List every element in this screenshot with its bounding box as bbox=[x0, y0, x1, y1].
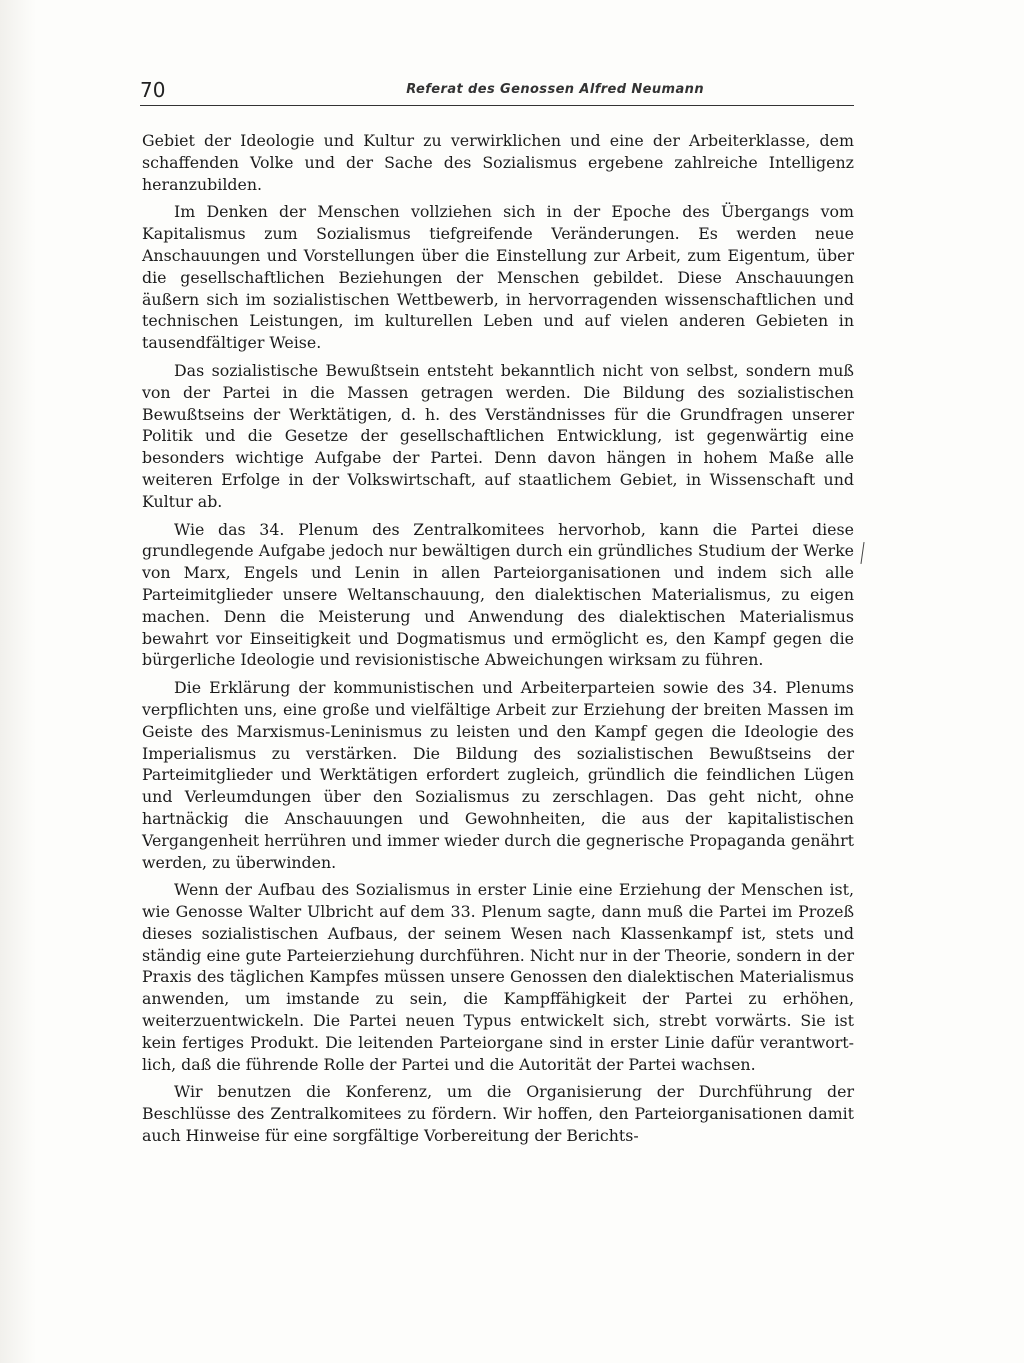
paragraph-1: Gebiet der Ideologie und Kultur zu verwirklichen und eine der Arbeiterklasse, dem schaffenden Volke und der Sache des Sozialismus ergebene zahlreiche Intelligenz heranzubilden. bbox=[142, 131, 854, 194]
paragraph-4: Wie das 34. Plenum des Zentralkomitees hervorhob, kann die Partei diese grundlegende Aufgabe jedoch nur bewältigen durch ein gründliches Studium der Werke von Marx, Engels und Lenin in allen Parteiorganisationen und indem sich alle Parteimitglieder unsere Weltanschauung, den dialektischen Materialismus, zu eigen machen. Denn die Meisterung und Anwendung des dialektischen Materialismus bewahrt vor Einseitigkeit und Dogmatismus und ermöglicht es, den Kampf gegen die bürgerliche Ideologie und revisionistische Abweichungen wirksam zu führen. bbox=[142, 519, 854, 670]
page-header bbox=[140, 74, 854, 104]
paragraph-6: Wenn der Aufbau des Sozialismus in erster Linie eine Erziehung der Menschen ist, wie Genosse Walter Ulbricht auf dem 33. Plenum sagte, dann muß die Partei im Prozeß dieses sozialistischen Aufbaus, der seinem Wesen nach Klassenkampf ist, stets und ständig eine gute Parteierziehung durchführen. Nicht nur in der Theorie, sondern in der Praxis des täglichen Kampfes müssen unsere Genossen den dialektischen Materialismus anwenden, um imstande zu sein, die Kampffähigkeit der Partei zu erhöhen, weiterzuentwickeln. Die Partei neuen Typus entwickelt sich, strebt vorwärts. Sie ist kein fertiges Produkt. Die leitenden Parteiorgane sind in erster Linie dafür verantwortlich, daß die führende Rolle der Partei und die Autorität der Partei wachsen. bbox=[142, 880, 854, 1074]
running-title: Referat des Genossen Alfred Neumann bbox=[406, 82, 704, 97]
header-rule bbox=[140, 105, 854, 106]
margin-mark bbox=[860, 542, 864, 564]
paragraph-2: Im Denken der Menschen vollziehen sich in der Epoche des Übergangs vom Kapitalismus zum Sozialismus tiefgreifende Veränderungen. Es werden neue Anschauungen und Vorstellungen über die Einstellung zur Arbeit, zum Eigentum, über die gesellschaftlichen Beziehungen der Menschen gebildet. Diese Anschauungen äußern sich im sozialistischen Wettbewerb, in hervorragenden wissenschaftlichen und technischen Leistungen, im kulturellen Leben und auf vielen anderen Gebieten in tausendfältiger Weise. bbox=[142, 202, 854, 353]
paragraph-3: Das sozialistische Bewußtsein entsteht bekanntlich nicht von selbst, sondern muß von der Partei in die Massen getragen werden. Die Bildung des sozialistischen Bewußtseins der Werktätigen, d. h. des Verständnisses für die Grundfragen unserer Politik und die Gesetze der gesellschaftlichen Entwicklung, ist gegenwärtig eine besonders wichtige Aufgabe der Partei. Denn davon hängen in hohem Maße alle weiteren Erfolge in der Volkswirtschaft, auf staatlichem Gebiet, in Wissenschaft und Kultur ab. bbox=[142, 360, 854, 511]
paragraph-7: Wir benutzen die Konferenz, um die Organisierung der Durchführung der Beschlüsse des Zentralkomitees zu fördern. Wir hoffen, den Parteiorganisationen damit auch Hinweise für eine sorgfältige Vorbereitung der Berichts- bbox=[142, 1082, 854, 1146]
scan-edge-shadow bbox=[0, 0, 36, 1363]
body-text bbox=[142, 130, 854, 1153]
paragraph-5: Die Erklärung der kommunistischen und Arbeiterparteien sowie des 34. Plenums verpflichten uns, eine große und vielfältige Arbeit zur Erziehung der breiten Massen im Geiste des Marxismus-Leninismus zu leisten und den Kampf gegen die Ideologie des Imperialismus zu verstärken. Die Bildung des sozialistischen Bewußtseins der Parteimitglieder und Werktätigen erfordert zugleich, gründlich die feindlichen Lügen und Verleumdungen über den Sozialismus zu zerschlagen. Das geht nicht, ohne hartnäckig die Anschauungen und Gewohnheiten, die aus der kapitalistischen Vergangenheit herrühren und immer wieder durch die gegnerische Propaganda genährt werden, zu überwinden. bbox=[142, 678, 854, 872]
page-number: 70 bbox=[140, 78, 166, 102]
